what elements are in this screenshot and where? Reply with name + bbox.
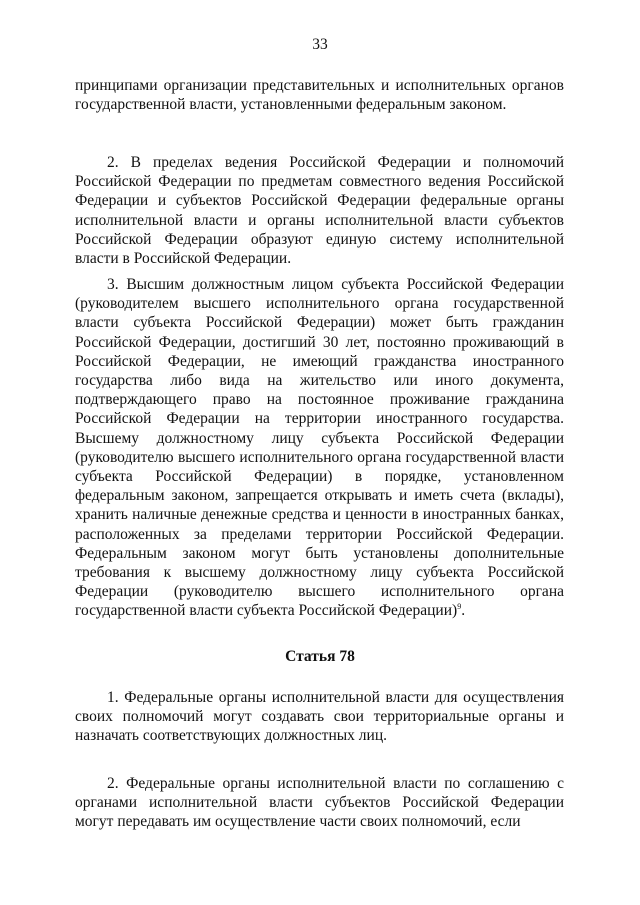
paragraph-item-3-text: 3. Высшим должностным лицом субъекта Российской Федерации (руководителем высшего исполнительного органа государственной власти субъекта Российской Федерации) может быть гражданин Российской Федерации, достигший 30 лет, постоянно проживающий в Российской Федерации, не имеющий гражданства иностранного государства либо вида на жительство или иного документа, подтверждающего право на постоянное проживание гражданина Российской Федерации на территории иностранного государства. Высшему должностному лицу субъекта Российской Федерации (руководителю высшего исполнительного органа государственной власти субъекта Российской Федерации) в порядке, установленном федеральным законом, запрещается открывать и иметь счета (вклады), хранить наличные денежные средства и ценности в иностранных банках, расположенных за пределами территории Российской Федерации. Федеральным законом могут быть установлены дополнительные требования к высшему должностному лицу субъекта Российской Федерации (руководителю высшего исполнительного органа государственной власти субъекта Российской Федерации) [75,276,564,620]
paragraph-continuation: принципами организации представительных и исполнительных органов государственной власти, установленными федеральным законом. [75,77,564,114]
page-number: 33 [312,36,328,53]
article-78-paragraph-1: 1. Федеральные органы исполнительной власти для осуществления своих полномочий могут создавать свои территориальные органы и назначать соответствующих должностных лиц. [75,689,564,745]
paragraph-item-3-end: . [461,602,466,620]
article-heading: Статья 78 [285,648,355,665]
footnote-marker: 9 [457,602,462,612]
article-78-paragraph-2: 2. Федеральные органы исполнительной власти по соглашению с органами исполнительной власти субъектов Российской Федерации могут передавать им осуществление части своих полномочий, если [75,775,564,831]
paragraph-item-3 [75,275,564,621]
paragraph-item-2: 2. В пределах ведения Российской Федерации и полномочий Российской Федерации по предметам совместного ведения Российской Федерации и субъектов Российской Федерации федеральные органы исполнительной власти и органы исполнительной власти субъектов Российской Федерации образуют единую систему исполнительной власти в Российской Федерации. [75,154,564,268]
